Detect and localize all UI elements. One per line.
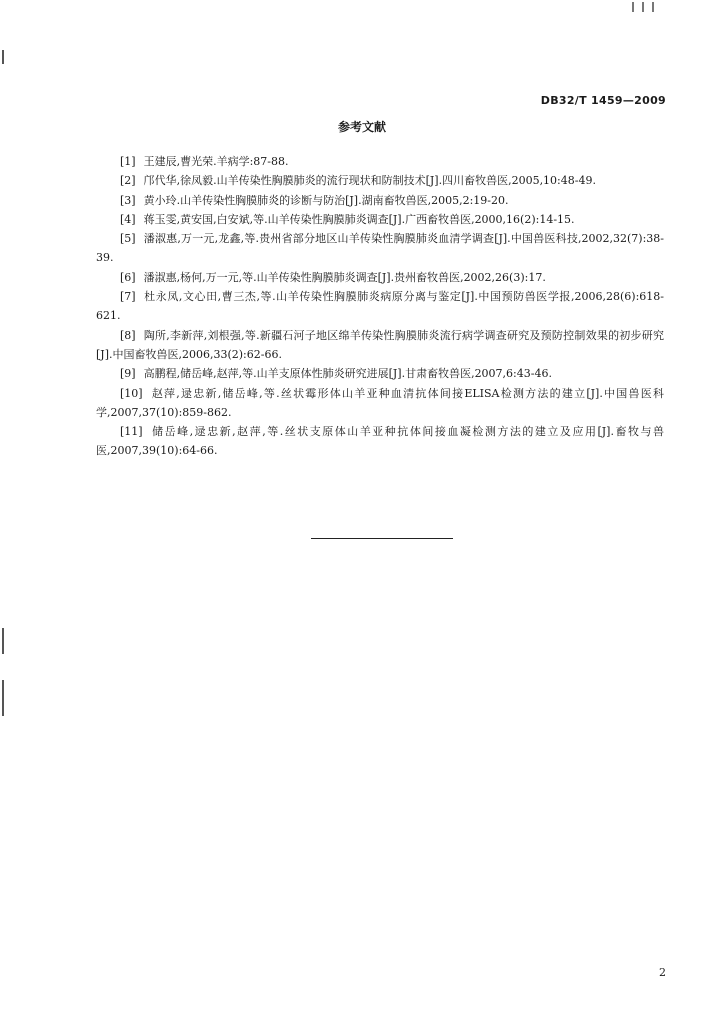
reference-item [96,171,664,190]
reference-text: 蒋玉雯,黄安国,白安斌,等.山羊传染性胸膜肺炎调查[J].广西畜牧兽医,2000,16(2):14-15. [143,212,575,226]
reference-item [96,152,664,171]
section-title: 参考文献 [337,120,386,134]
reference-number: [6] [120,270,136,284]
reference-number: [8] [120,328,136,342]
reference-text: 黄小玲.山羊传染性胸膜肺炎的诊断与防治[J].湖南畜牧兽医,2005,2:19-20. [143,193,509,207]
reference-item [96,191,664,210]
reference-text: 赵萍,逯忠新,储岳峰,等.丝状霉形体山羊亚种血清抗体间接ELISA检测方法的建立[J].中国兽医科学,2007,37(10):859-862. [96,386,664,419]
reference-item [96,384,664,423]
reference-item [96,326,664,365]
reference-item [96,268,664,287]
reference-number: [2] [120,174,136,188]
scan-edge-mark [2,628,4,654]
reference-text: 潘淑惠,万一元,龙鑫,等.贵州省部分地区山羊传染性胸膜肺炎血清学调查[J].中国兽医科技,2002,32(7):38-39. [96,232,664,265]
reference-number: [4] [120,212,136,226]
reference-number: [3] [120,193,136,207]
reference-text: 王建辰,曹光荣.羊病学:87-88. [143,155,289,168]
document-code: DB32/T 1459—2009 [540,94,666,107]
reference-item [96,364,664,383]
reference-text: 储岳峰,逯忠新,赵萍,等.丝状支原体山羊亚种抗体间接血凝检测方法的建立及应用[J].畜牧与兽医,2007,39(10):64-66. [96,425,664,458]
page-number: 2 [659,966,666,979]
reference-text: 杜永凤,文心田,曹三杰,等.山羊传染性胸膜肺炎病原分离与鉴定[J].中国预防兽医学报,2006,28(6):618-621. [96,290,664,323]
reference-text: 邝代华,徐凤毅.山羊传染性胸膜肺炎的流行现状和防制技术[J].四川畜牧兽医,2005,10:48-49. [143,174,596,188]
reference-number: [11] [120,425,143,439]
reference-item [96,422,664,461]
reference-item [96,210,664,229]
reference-number: [10] [120,386,143,400]
reference-number: [7] [120,290,136,304]
reference-number: [1] [120,155,136,168]
scan-edge-mark [2,680,4,716]
reference-text: 潘淑惠,杨何,万一元,等.山羊传染性胸膜肺炎调查[J].贵州畜牧兽医,2002,26(3):17. [143,270,546,284]
end-rule [311,538,453,539]
reference-number: [9] [120,367,136,381]
reference-text: 高鹏程,储岳峰,赵萍,等.山羊支原体性肺炎研究进展[J].甘肃畜牧兽医,2007,6:43-46. [143,367,552,381]
scan-edge-mark [2,50,4,64]
reference-item [96,287,664,326]
reference-text: 陶所,李新萍,刘根强,等.新疆石河子地区绵羊传染性胸膜肺炎流行病学调查研究及预防控制效果的初步研究[J].中国畜牧兽医,2006,33(2):62-66. [96,328,664,361]
reference-item [96,229,664,268]
reference-list [96,152,664,461]
scan-top-mark [632,2,662,12]
reference-number: [5] [120,232,136,246]
